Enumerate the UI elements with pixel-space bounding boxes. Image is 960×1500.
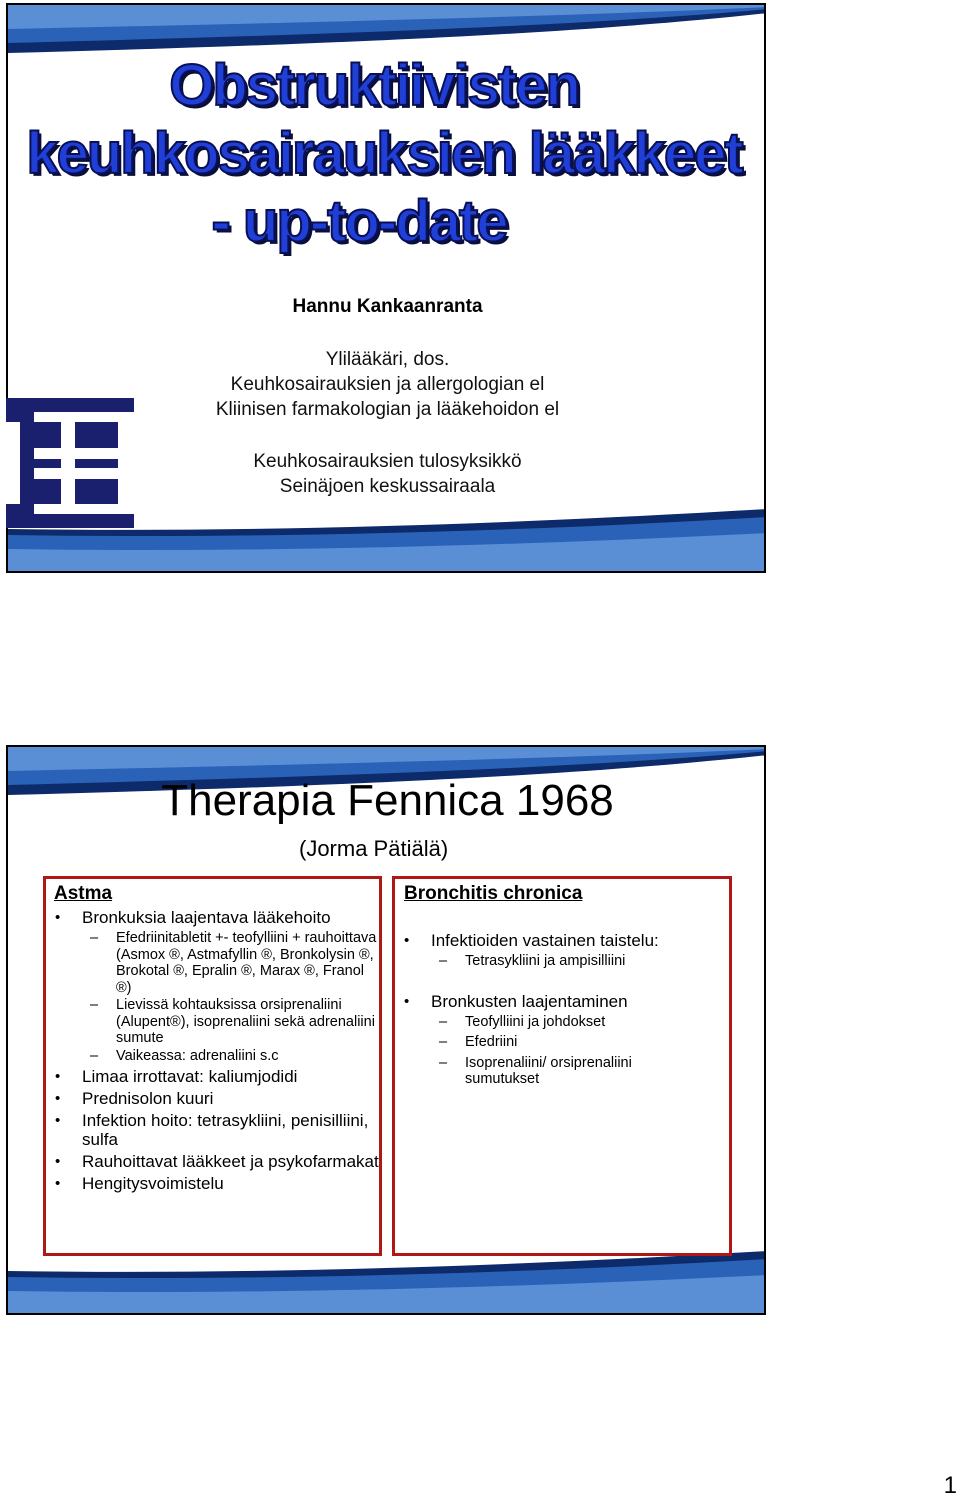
- bronchitis-box: [392, 876, 732, 1256]
- list-item: • Rauhoittavat lääkkeet ja psykofarmakat: [46, 1152, 379, 1171]
- bottom-swoosh-band: [8, 1251, 764, 1313]
- list-item: • Prednisolon kuuri: [46, 1089, 379, 1108]
- bronchitis-sublist: [431, 1014, 729, 1088]
- page-number: 1: [943, 1472, 957, 1499]
- affiliation-line: Ylilääkäri, dos.: [325, 349, 450, 370]
- affiliation-line: Keuhkosairauksien ja allergologian el: [230, 374, 545, 395]
- asthma-box: [43, 876, 382, 1256]
- list-item: [46, 908, 379, 1064]
- bronchitis-heading: Bronchitis chronica: [404, 883, 583, 904]
- sub-list-item: – Efedriini: [431, 1034, 695, 1051]
- author-name: Hannu Kankaanranta: [292, 296, 483, 317]
- title-line-3: - up-to-date: [211, 189, 507, 254]
- sub-list-item: – Isoprenaliini/ orsiprenaliini sumutukset: [431, 1055, 695, 1088]
- list-item-text: Infektioiden vastainen taistelu:: [431, 931, 659, 950]
- list-item: • Limaa irrottavat: kaliumjodidi: [46, 1067, 379, 1086]
- asthma-list: [46, 908, 379, 1193]
- list-item: [395, 992, 729, 1088]
- sub-list-item: – Teofylliini ja johdokset: [431, 1014, 695, 1031]
- sub-list-item: – Efedriinitabletit +- teofylliini + rauhoittava (Asmox ®, Astmafyllin ®, Bronkolysin ®, Brokotal ®, Epralin ®, Marax ®, Franol ®): [82, 930, 378, 996]
- sub-list-item: – Tetrasykliini ja ampisilliini: [431, 953, 695, 970]
- asthma-sublist: [82, 930, 379, 1064]
- sub-list-item: – Vaikeassa: adrenaliini s.c: [82, 1048, 378, 1065]
- unit-line: Seinäjoen keskussairaala: [279, 476, 496, 497]
- slide2-subtitle: (Jorma Pätiälä): [299, 836, 449, 861]
- sub-list-item: – Lievissä kohtauksissa orsiprenaliini (Alupent®), isoprenaliini sekä adrenaliini sumute: [82, 997, 378, 1047]
- bronchitis-list: [395, 931, 729, 1088]
- list-item-text: Bronkuksia laajentava lääkehoito: [82, 908, 331, 927]
- list-item: [395, 931, 729, 970]
- unit-line: Keuhkosairauksien tulosyksikkö: [253, 451, 522, 472]
- title-line-1: Obstruktiivisten: [169, 53, 579, 118]
- hospital-logo-icon: [6, 398, 134, 528]
- list-item-text: Bronkusten laajentaminen: [431, 991, 628, 1011]
- list-item: • Infektion hoito: tetrasykliini, penisilliini, sulfa: [46, 1111, 379, 1149]
- slide2-title: Therapia Fennica 1968: [161, 776, 614, 825]
- title-line-2: keuhkosairauksien lääkkeet: [26, 121, 742, 186]
- list-item: • Hengitysvoimistelu: [46, 1174, 379, 1193]
- bronchitis-sublist: [431, 953, 729, 970]
- asthma-heading: Astma: [54, 883, 113, 904]
- affiliation-line: Kliinisen farmakologian ja lääkehoidon el: [215, 399, 560, 420]
- slide1-title: [14, 52, 764, 256]
